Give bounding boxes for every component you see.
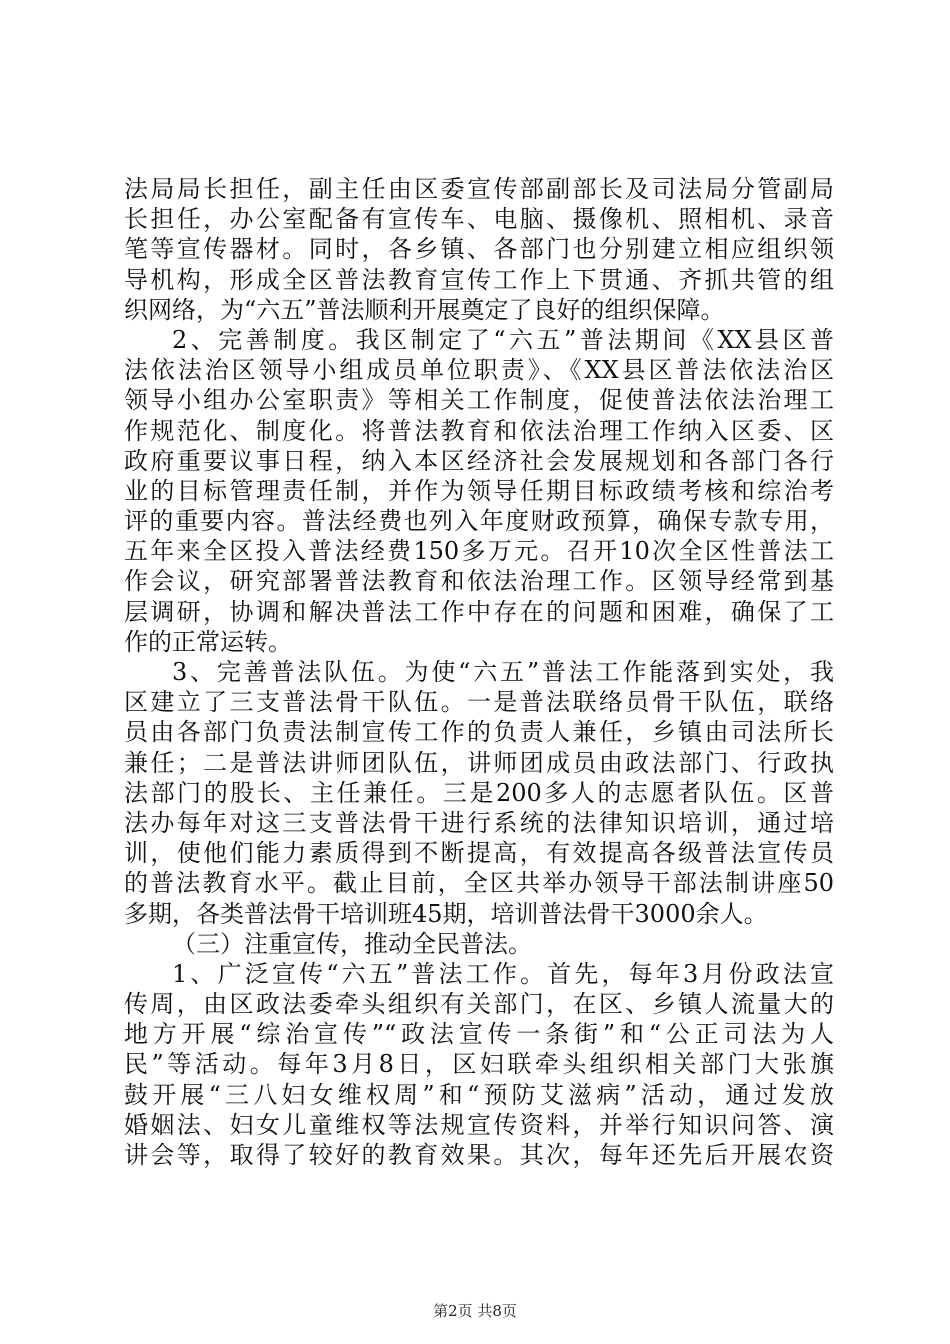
text-line: 笔等宣传器材。同时，各乡镇、各部门也分别建立相应组织领	[124, 235, 834, 264]
text-line: 兼任；二是普法讲师团队伍，讲师团成员由政法部门、行政执	[124, 748, 834, 777]
text-line: 员由各部门负责法制宣传工作的负责人兼任，乡镇由司法所长	[124, 718, 834, 747]
text-line: 五年来全区投入普法经费150多万元。召开10次全区性普法工	[124, 537, 834, 566]
text-line: 评的重要内容。普法经费也列入年度财政预算，确保专款专用，	[124, 507, 834, 536]
paragraph-start-line: 1、广泛宣传“六五”普法工作。首先，每年3月份政法宣	[172, 959, 834, 988]
text-line: 法办每年对这三支普法骨干进行系统的法律知识培训，通过培	[124, 808, 834, 837]
text-line: 区建立了三支普法骨干队伍。一是普法联络员骨干队伍，联络	[124, 688, 834, 717]
text-line: 法部门的股长、主任兼任。三是200多人的志愿者队伍。区普	[124, 778, 834, 807]
text-line: 作的正常运转。	[124, 627, 292, 656]
text-line: 作规范化、制度化。将普法教育和依法治理工作纳入区委、区	[124, 416, 834, 445]
text-line: 鼓开展“三八妇女维权周”和“预防艾滋病”活动，通过发放	[124, 1080, 834, 1109]
text-line: 地方开展“综治宣传”“政法宣传一条街”和“公正司法为人	[124, 1020, 834, 1049]
text-line: 婚姻法、妇女儿童维权等法规宣传资料，并举行知识问答、演	[124, 1110, 834, 1139]
text-line: 政府重要议事日程，纳入本区经济社会发展规划和各部门各行	[124, 446, 834, 475]
text-line: 法局局长担任，副主任由区委宣传部副部长及司法局分管副局	[124, 175, 834, 203]
paragraph-start-line: 2、完善制度。我区制定了“六五”普法期间《XX县区普	[172, 325, 834, 354]
document-body	[124, 174, 834, 1170]
text-line: 民”等活动。每年3月8日，区妇联牵头组织相关部门大张旗	[124, 1050, 834, 1079]
section-heading: （三）注重宣传，推动全民普法。	[172, 929, 532, 958]
paragraph-start-line: 3、完善普法队伍。为使“六五”普法工作能落到实处，我	[172, 658, 834, 686]
text-line: 法依法治区领导小组成员单位职责》、《XX县区普法依法治区	[124, 356, 834, 385]
text-line: 作会议，研究部署普法教育和依法治理工作。区领导经常到基	[124, 567, 834, 596]
text-line: 业的目标管理责任制，并作为领导任期目标政绩考核和综治考	[124, 476, 834, 505]
text-line: 层调研，协调和解决普法工作中存在的问题和困难，确保了工	[124, 597, 834, 626]
page-footer: 第2页 共8页	[433, 1302, 517, 1320]
text-line: 讲会等，取得了较好的教育效果。其次，每年还先后开展农资	[124, 1141, 834, 1169]
text-line: 的普法教育水平。截止目前，全区共举办领导干部法制讲座50	[124, 869, 834, 898]
text-line: 多期，各类普法骨干培训班45期，培训普法骨干3000余人。	[124, 899, 768, 928]
text-line: 传周，由区政法委牵头组织有关部门，在区、乡镇人流量大的	[124, 990, 834, 1019]
text-line: 导机构，形成全区普法教育宣传工作上下贯通、齐抓共管的组	[124, 265, 834, 294]
text-line: 领导小组办公室职责》等相关工作制度，促使普法依法治理工	[124, 386, 834, 415]
text-line: 织网络，为“六五”普法顺利开展奠定了良好的组织保障。	[124, 295, 725, 324]
text-line: 训，使他们能力素质得到不断提高，有效提高各级普法宣传员	[124, 839, 834, 868]
text-line: 长担任，办公室配备有宣传车、电脑、摄像机、照相机、录音	[124, 205, 834, 234]
